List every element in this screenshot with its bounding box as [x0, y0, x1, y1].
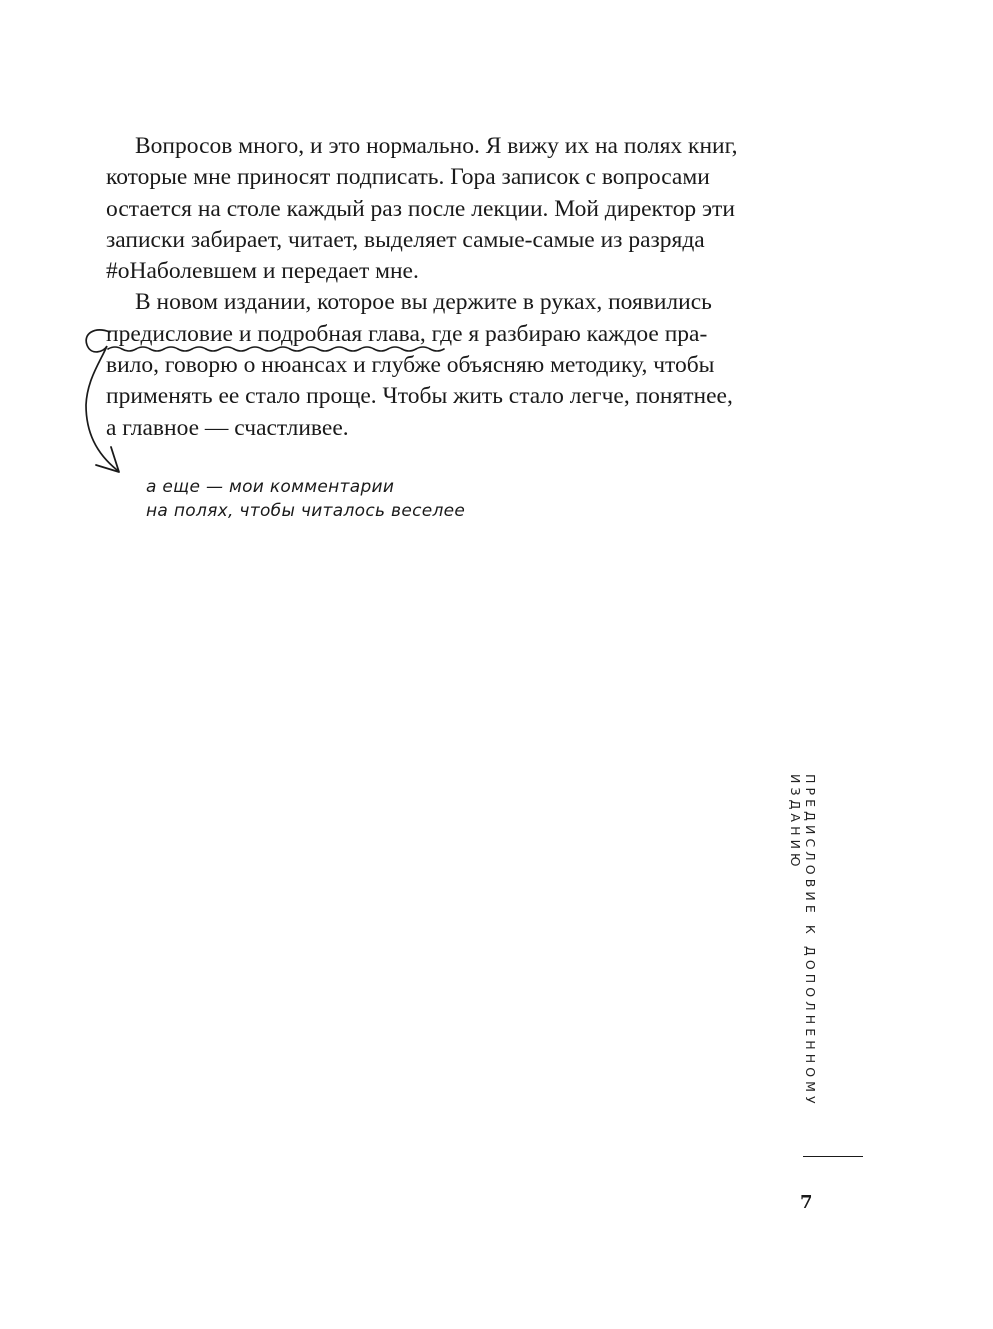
- paragraph-2-line-4: применять ее стало проще. Чтобы жить стало легче, понятнее,: [106, 383, 733, 410]
- margin-note: [146, 475, 465, 523]
- paragraph-2-line-2-rest: , где я разбираю каждое пра-: [419, 320, 708, 347]
- margin-note-line-1: а еще — мои комментарии: [146, 477, 395, 497]
- highlighted-phrase: предисловие и подробная глава: [106, 320, 420, 347]
- page-number: 7: [800, 1192, 813, 1213]
- paragraph-1-line-5: #оНаболевшем и передает мне.: [106, 258, 419, 285]
- arrow-head: [96, 447, 119, 472]
- main-text: [106, 131, 746, 444]
- paragraph-1-line-4: записки забирает, читает, выделяет самые-самые из разряда: [106, 226, 705, 253]
- paragraph-2-line-5: а главное — счастливее.: [106, 414, 349, 441]
- running-head: ПРЕДИСЛОВИЕ К ДОПОЛНЕННОМУ ИЗДАНИЮ: [788, 774, 818, 1108]
- paragraph-1-line-1: Вопросов много, и это нормально. Я вижу их на полях книг,: [135, 133, 738, 159]
- margin-note-line-2: на полях, чтобы читалось веселее: [146, 501, 466, 521]
- footer-rule: [803, 1156, 863, 1157]
- paragraph-1-line-2: которые мне приносят подписать. Гора записок с вопросами: [106, 164, 710, 191]
- paragraph-2-line-1: В новом издании, которое вы держите в руках, появились: [135, 289, 712, 316]
- paragraph-1-line-3: остается на столе каждый раз после лекции. Мой директор эти: [106, 195, 735, 222]
- paragraph-2-line-3: вило, говорю о нюансах и глубже объясняю методику, чтобы: [106, 352, 715, 379]
- paragraph-2-line-2: [106, 319, 746, 350]
